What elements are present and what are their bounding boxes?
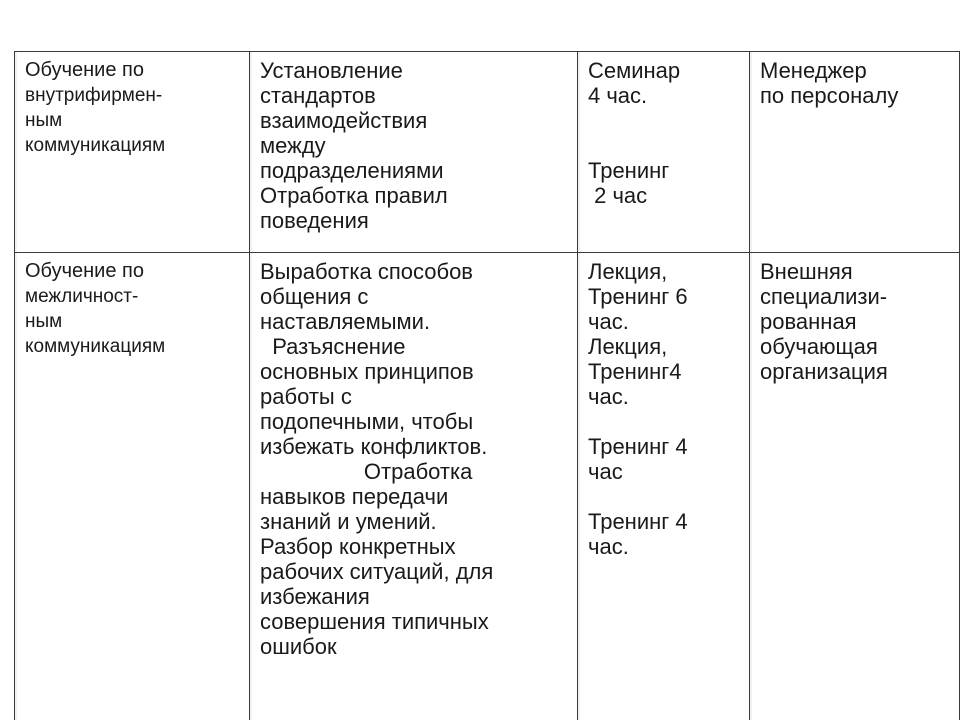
format-line: Тренинг 4	[588, 434, 688, 459]
content-line: Выработка способов	[260, 259, 473, 284]
content-line: совершения типичных	[260, 609, 489, 634]
format-line: час	[588, 459, 623, 484]
format-line: 4 час.	[588, 83, 648, 108]
content-line: Установление	[260, 58, 403, 83]
content-line: Разбор конкретных	[260, 534, 456, 559]
content-line: подопечными, чтобы	[260, 409, 474, 434]
content-line: избежания	[260, 584, 370, 609]
format-line	[588, 409, 741, 434]
content-line: основных принципов	[260, 359, 474, 384]
topic-line: межличност-	[25, 286, 139, 307]
content-line: поведения	[260, 208, 369, 233]
content-line: Отработка правил	[260, 183, 448, 208]
format-line: Семинар	[588, 58, 681, 83]
trainer-line: по персоналу	[760, 83, 899, 108]
content-cell	[250, 52, 578, 253]
table-row	[15, 52, 960, 253]
format-cell	[578, 253, 750, 720]
training-plan-table	[14, 51, 960, 720]
content-line: Разъяснение	[260, 334, 406, 359]
trainer-line: рованная	[760, 309, 857, 334]
topic-cell	[15, 52, 250, 253]
format-line: Лекция,	[588, 334, 668, 359]
format-line: 2 час	[588, 183, 648, 208]
topic-line: коммуникациям	[25, 336, 166, 357]
topic-cell	[15, 253, 250, 720]
trainer-line: специализи-	[760, 284, 888, 309]
content-line: наставляемыми.	[260, 309, 431, 334]
trainer-line: организация	[760, 359, 888, 384]
content-line: ошибок	[260, 634, 337, 659]
topic-line: коммуникациям	[25, 135, 166, 156]
format-line: Лекция,	[588, 259, 668, 284]
table-row	[15, 253, 960, 720]
content-line: знаний и умений.	[260, 509, 437, 534]
format-line: Тренинг	[588, 158, 670, 183]
format-line	[588, 108, 741, 133]
content-line: работы с	[260, 384, 352, 409]
format-line	[588, 484, 741, 509]
trainer-line: Менеджер	[760, 58, 867, 83]
trainer-cell	[750, 52, 960, 253]
format-line: час.	[588, 384, 629, 409]
content-line: взаимодействия	[260, 108, 428, 133]
topic-line: Обучение по	[25, 260, 144, 282]
content-line: навыков передачи	[260, 484, 449, 509]
topic-line: Обучение по	[25, 59, 144, 81]
format-line: час.	[588, 534, 629, 559]
topic-line: внутрифирмен-	[25, 85, 163, 106]
content-line: рабочих ситуаций, для	[260, 559, 494, 584]
format-cell	[578, 52, 750, 253]
trainer-line: обучающая	[760, 334, 878, 359]
content-line: избежать конфликтов.	[260, 434, 488, 459]
format-line: Тренинг 6	[588, 284, 688, 309]
content-cell	[250, 253, 578, 720]
format-line: Тренинг 4	[588, 509, 688, 534]
content-line: Отработка	[260, 459, 473, 484]
format-line: час.	[588, 309, 629, 334]
content-line: стандартов	[260, 83, 376, 108]
trainer-line: Внешняя	[760, 259, 853, 284]
trainer-cell	[750, 253, 960, 720]
format-line	[588, 133, 741, 158]
content-line: подразделениями	[260, 158, 444, 183]
format-line: Тренинг4	[588, 359, 682, 384]
topic-line: ным	[25, 311, 63, 332]
content-line: между	[260, 133, 326, 158]
topic-line: ным	[25, 110, 63, 131]
content-line: общения с	[260, 284, 369, 309]
